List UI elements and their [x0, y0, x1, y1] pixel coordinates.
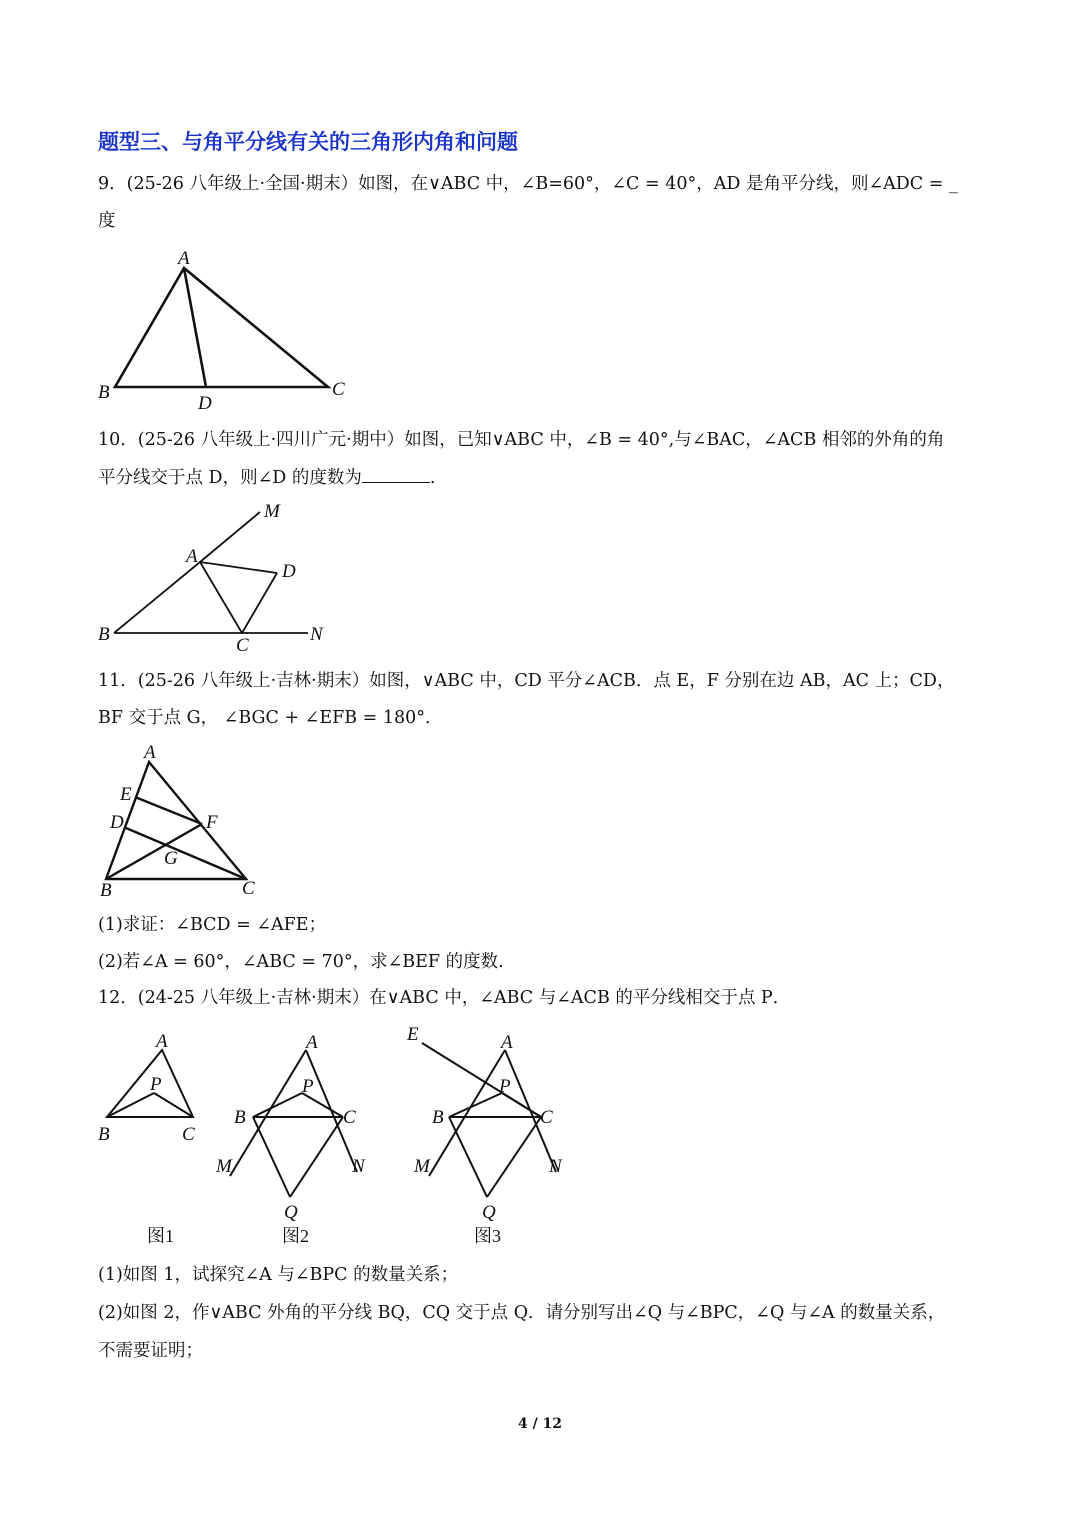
q12-figures: [90, 1020, 590, 1250]
q10-line2-end: .: [429, 468, 436, 488]
q12-fig3-label-q: Q: [482, 1202, 496, 1223]
q12-fig1-label-b: B: [98, 1124, 110, 1145]
q10-label-b: B: [98, 624, 110, 645]
q12-fig3-label-b: B: [432, 1107, 444, 1128]
q10-label-a: A: [186, 546, 198, 567]
q12-fig1-label-c: C: [182, 1124, 195, 1145]
q12-fig2-caption: 图2: [282, 1226, 309, 1246]
q10-answer-blank: [362, 466, 430, 483]
q11-sub2: (2)若∠A = 60°，∠ABC = 70°，求∠BEF 的度数.: [98, 952, 504, 972]
q12-fig2-label-n: N: [352, 1156, 365, 1177]
q11-line2: BF 交于点 G， ∠BGC + ∠EFB = 180°．: [98, 708, 443, 728]
q10-label-n: N: [310, 624, 323, 645]
q11-line1: 11．(25-26 八年级上·吉林·期末）如图，∨ABC 中，CD 平分∠ACB．点 E，F 分别在边 AB，AC 上；CD，: [98, 671, 955, 691]
q12-fig1-label-p: P: [150, 1074, 162, 1095]
q11-label-g: G: [164, 848, 178, 869]
q12-fig3-caption: 图3: [474, 1226, 501, 1246]
q10-line2: [98, 466, 435, 490]
q11-sub1: (1)求证：∠BCD = ∠AFE；: [98, 915, 327, 935]
q10-figure: [90, 495, 340, 660]
q9-line1: 9．(25-26 八年级上·全国·期末）如图，在∨ABC 中，∠B=60°，∠C = 40°，AD 是角平分线，则∠ADC = _: [98, 174, 958, 194]
page-number: 4 / 12: [517, 1416, 563, 1432]
q12-line1: 12．(24-25 八年级上·吉林·期末）在∨ABC 中，∠ABC 与∠ACB 的平分线相交于点 P．: [98, 988, 791, 1008]
q12-fig2-label-m: M: [216, 1156, 232, 1177]
q10-line2-text: 平分线交于点 D，则∠D 的度数为: [98, 468, 362, 488]
q12-fig3-label-c: C: [540, 1107, 553, 1128]
q12-fig2-label-p: P: [302, 1076, 314, 1097]
q12-sub2-line2: 不需要证明；: [98, 1341, 203, 1361]
q12-sub1: (1)如图 1，试探究∠A 与∠BPC 的数量关系；: [98, 1265, 459, 1285]
q11-label-e: E: [120, 784, 132, 805]
q12-sub2-line1: (2)如图 2，作∨ABC 外角的平分线 BQ，CQ 交于点 Q．请分别写出∠Q 与∠BPC，∠Q 与∠A 的数量关系，: [98, 1303, 946, 1323]
q9-line2: 度: [98, 211, 116, 231]
q9-figure: [90, 240, 370, 415]
q12-fig1-caption: 图1: [147, 1226, 174, 1246]
q10-line1: 10．(25-26 八年级上·四川广元·期中）如图，已知∨ABC 中，∠B = 40°,与∠BAC，∠ACB 相邻的外角的角: [98, 430, 945, 450]
q9-label-d: D: [198, 393, 212, 414]
q12-fig3-label-m: M: [414, 1156, 430, 1177]
q12-fig2-label-q: Q: [284, 1202, 298, 1223]
q11-label-a: A: [144, 742, 156, 763]
q10-label-d: D: [282, 561, 296, 582]
q12-fig2-label-c: C: [343, 1107, 356, 1128]
q12-fig2-label-a: A: [306, 1032, 318, 1053]
q12-fig2-lines: [230, 1050, 357, 1197]
q12-fig3-label-a: A: [501, 1032, 513, 1053]
q12-fig3-label-n: N: [549, 1156, 562, 1177]
q12-fig2-label-b: B: [234, 1107, 246, 1128]
q9-label-c: C: [332, 379, 345, 400]
q10-label-c: C: [236, 635, 249, 656]
q9-label-a: A: [178, 248, 190, 269]
q10-label-m: M: [264, 501, 280, 522]
q11-label-c: C: [242, 878, 255, 899]
q12-fig3-label-p: P: [499, 1076, 511, 1097]
q11-label-f: F: [206, 812, 218, 833]
q11-label-b: B: [100, 880, 112, 901]
q12-fig3-label-e: E: [407, 1024, 419, 1045]
q12-fig1-label-a: A: [156, 1031, 168, 1052]
q11-label-d: D: [110, 812, 124, 833]
q9-label-b: B: [98, 382, 110, 403]
section-title: 题型三、与角平分线有关的三角形内角和问题: [98, 130, 518, 154]
q11-figure: [92, 736, 272, 901]
